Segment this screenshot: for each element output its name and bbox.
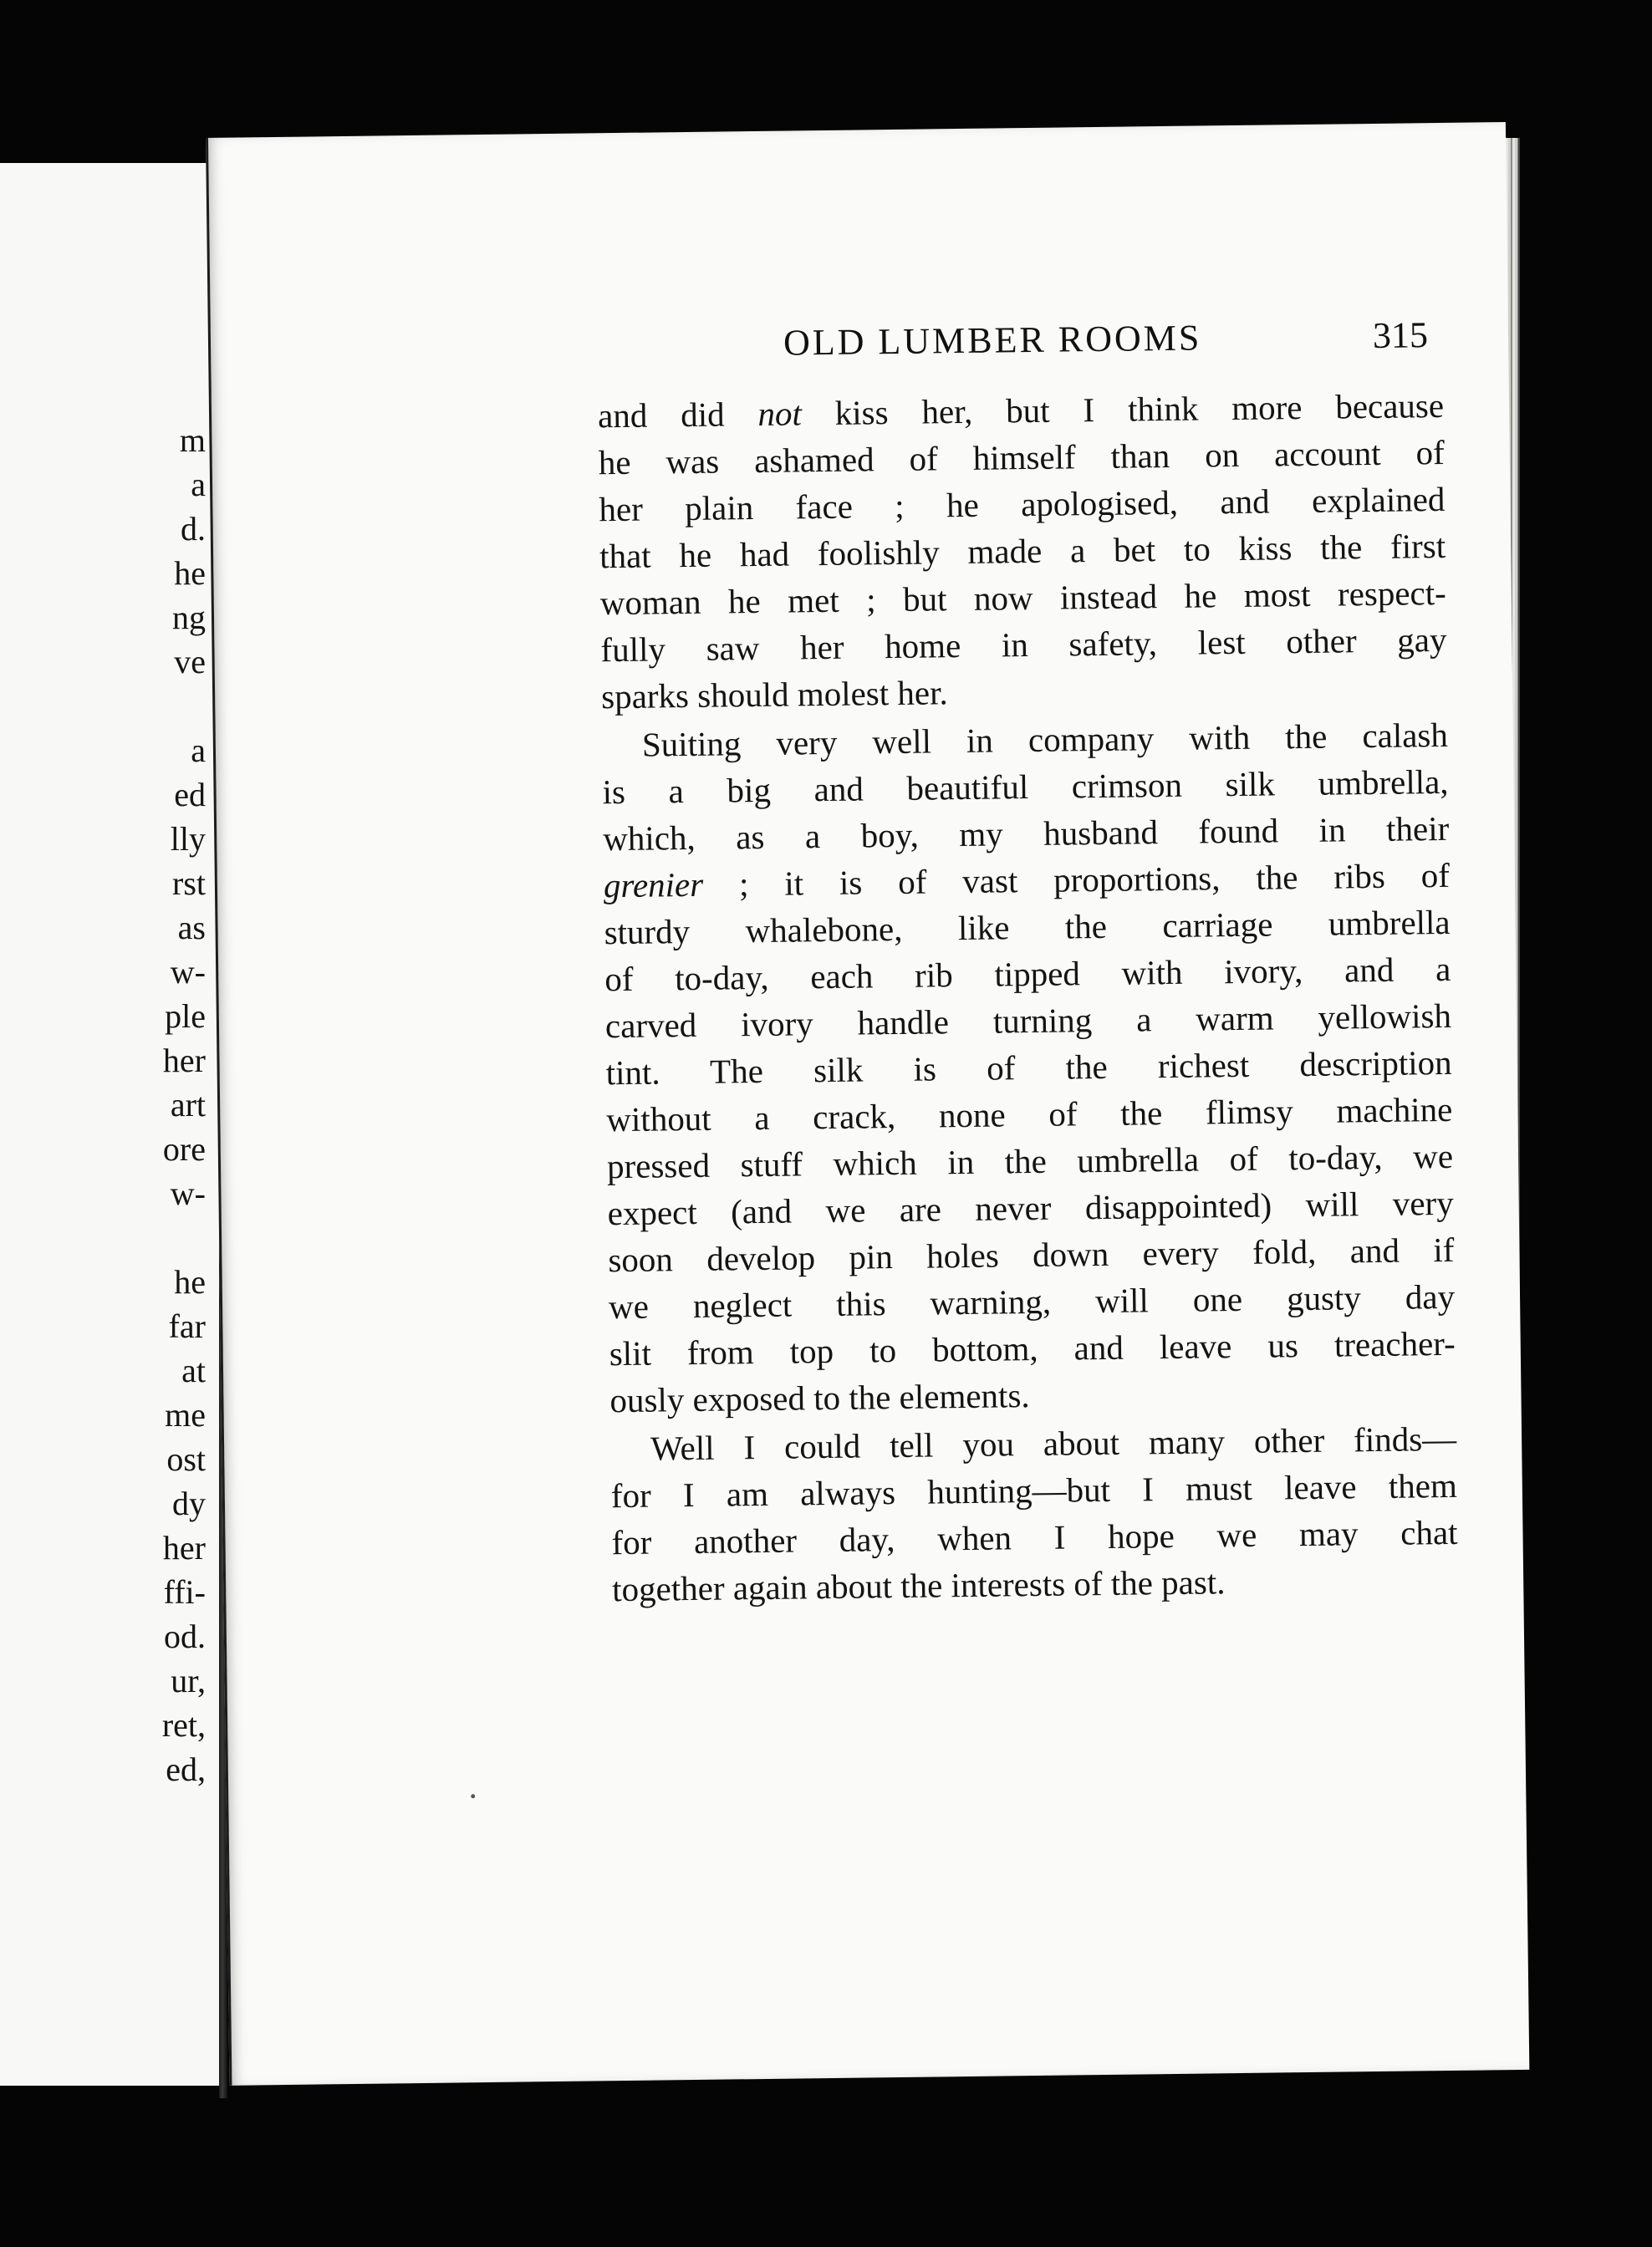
facing-page-fragment: me	[165, 1396, 206, 1434]
facing-page-fragment: her	[162, 1042, 206, 1079]
facing-page-text-fragments	[162, 418, 206, 1791]
facing-page-fragment: m	[179, 421, 206, 459]
paper-speck	[471, 1794, 475, 1798]
text-line: which, as a boy, my husband found in their	[602, 808, 1450, 859]
facing-page-fragment: at	[181, 1352, 206, 1389]
body-text	[598, 382, 1459, 1613]
facing-page-fragment: as	[177, 909, 206, 946]
facing-page-fragment: ve	[174, 643, 206, 680]
facing-page-fragment: ed,	[166, 1750, 206, 1788]
running-title: OLD LUMBER ROOMS	[783, 317, 1202, 364]
book-page	[206, 122, 1529, 2086]
facing-page-fragment: a	[191, 466, 206, 503]
paragraph	[610, 1415, 1459, 1613]
page-number: 315	[1372, 314, 1429, 356]
facing-page-fragment: lly	[170, 820, 206, 858]
facing-page-fragment: ore	[162, 1130, 206, 1168]
facing-page-fragment: her	[162, 1529, 206, 1567]
facing-page-fragment: d.	[181, 510, 206, 548]
facing-page-fragment: ng	[172, 599, 206, 636]
text-line: for another day, when I hope we may chat	[611, 1512, 1458, 1562]
text-line: of to-day, each rib tipped with ivory, and a	[604, 949, 1451, 999]
text-line: sparks should molest her.	[600, 673, 948, 716]
facing-page-fragment	[162, 1215, 206, 1260]
facing-page-fragment: w-	[170, 1174, 206, 1212]
facing-page-fragment: he	[174, 1263, 206, 1301]
facing-page-fragment: a	[191, 731, 206, 769]
facing-page-fragment: far	[168, 1307, 206, 1345]
text-line: ously exposed to the elements.	[609, 1376, 1030, 1420]
facing-page-fragment: ur,	[171, 1662, 206, 1699]
text-line: that he had foolishly made a bet to kiss the first	[599, 526, 1446, 576]
text-line: expect (and we are never disappointed) will very	[607, 1183, 1454, 1233]
text-line: Well I could tell you about many other finds—	[650, 1419, 1457, 1468]
facing-page-fragment: ple	[165, 997, 206, 1035]
text-line: pressed stuff which in the umbrella of to-day, we	[606, 1136, 1454, 1186]
paragraph	[602, 711, 1456, 1424]
facing-page-fragment	[162, 684, 206, 728]
text-line: soon develop pin holes down every fold, and if	[608, 1230, 1455, 1280]
text-line: together again about the interests of the past.	[611, 1562, 1226, 1609]
facing-page-fragment: w-	[170, 953, 206, 991]
text-line: without a crack, none of the flimsy machine	[606, 1089, 1453, 1139]
paragraph	[598, 382, 1448, 720]
text-line: sturdy whalebone, like the carriage umbrella	[604, 902, 1451, 952]
text-line: her plain face ; he apologised, and explained	[599, 479, 1446, 529]
text-line: woman he met ; but now instead he most respect-	[599, 573, 1447, 623]
text-line: grenier ; it is of vast proportions, the ribs of	[603, 855, 1451, 905]
text-line: carved ivory handle turning a warm yellowish	[604, 996, 1452, 1046]
text-line: for I am always hunting—but I must leave them	[610, 1465, 1458, 1516]
facing-page-fragment: rst	[172, 864, 206, 902]
running-head	[574, 313, 1445, 374]
facing-page-fragment: ed	[174, 776, 206, 813]
text-line: we neglect this warning, will one gusty day	[608, 1276, 1456, 1327]
text-line: he was ashamed of himself than on account of	[598, 432, 1445, 482]
facing-page-fragment: ost	[166, 1440, 206, 1478]
facing-page-fragment: art	[170, 1086, 206, 1124]
text-line: slit from top to bottom, and leave us treacher-	[609, 1323, 1456, 1373]
text-line: Suiting very well in company with the calash	[641, 715, 1449, 764]
facing-page-fragment: he	[174, 554, 206, 592]
text-line: fully saw her home in safety, lest other gay	[600, 619, 1447, 670]
facing-page-fragment: dy	[172, 1485, 206, 1522]
text-line: is a big and beautiful crimson silk umbrella,	[602, 762, 1449, 812]
facing-page-fragment: ret,	[161, 1706, 206, 1744]
facing-page-fragment: ffi-	[163, 1573, 206, 1611]
text-line: and did not kiss her, but I think more because	[597, 385, 1445, 436]
facing-page	[0, 163, 222, 2086]
facing-page-fragment: od.	[164, 1618, 206, 1655]
text-line: tint. The silk is of the richest description	[605, 1042, 1452, 1093]
